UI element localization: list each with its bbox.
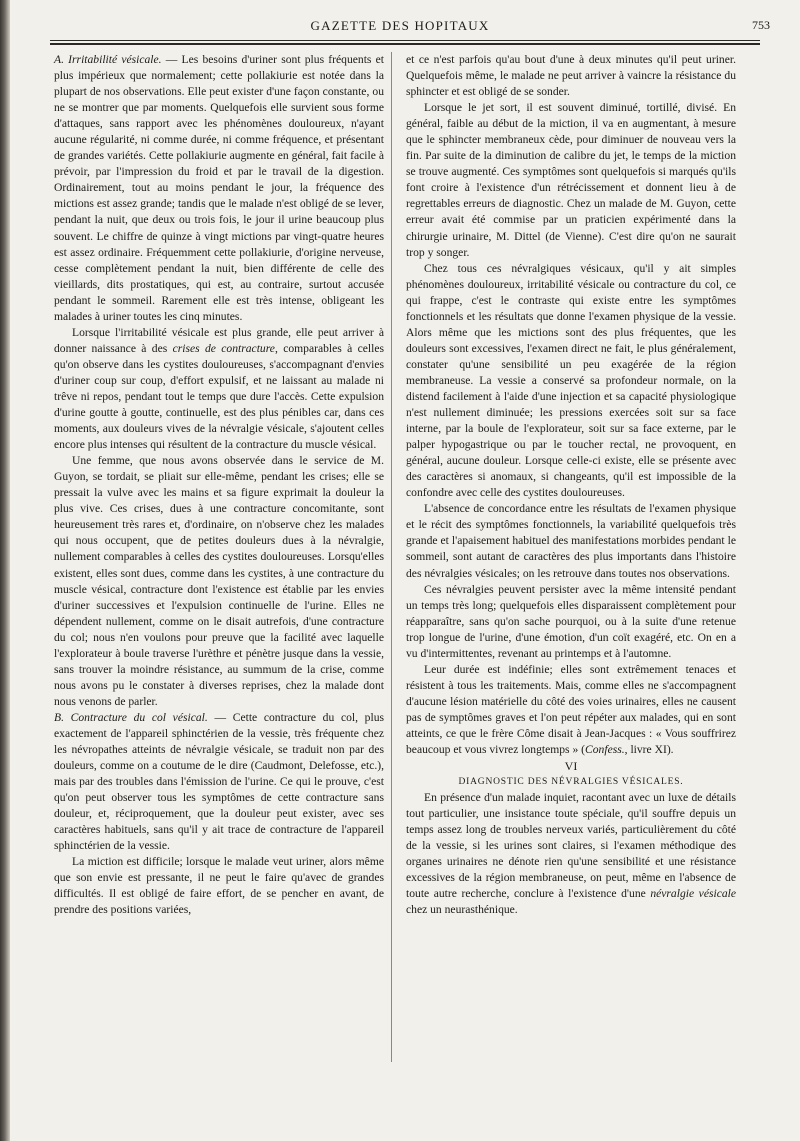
section-number: VI — [564, 759, 578, 774]
paragraph-duree — [406, 662, 736, 758]
paragraph-diagnostic — [406, 790, 736, 918]
section-title: DIAGNOSTIC DES NÉVRALGIES VÉSICALES. — [458, 777, 684, 788]
right-column — [406, 52, 736, 919]
left-column — [54, 52, 384, 919]
page-number: 753 — [752, 18, 770, 32]
paragraph-text: — Cette contracture du col, plus exactement de l'appareil sphinctérien de la vessie, très fréquente chez les névropathes atteints de névralgie vésicale, se traduit non par des douleurs, comme on a coutume de le dire (Caudmont, Delefosse, etc.), mais par des troubles dans l'émission de l'urine. Ce qui le prouve, c'est qu'on peut observer tous les symptômes de cette contracture sans douleur, et, réciproquement, que la douleur peut exister, avec ses caractères habituels, sans qu'il y ait trace de contracture de l'appareil sphinctérien de la vessie. — [54, 710, 385, 853]
paragraph-contraste: Chez tous ces névralgiques vésicaux, qu'il y ait simples phénomènes douloureux, irritabilité vésicale ou contracture du col, ce qui frappe, c'est le contraste qui existe entre les symptômes fonctionnels et les résultats que donne l'examen physique de la vessie. Alors même que les mictions sont des plus fréquentes, que les douleurs sont excessives, l'examen direct ne fait, le plus généralement, constater qu'une sensibilité un peu exagérée de la région membraneuse. La vessie a conservé sa profondeur normale, on la distend facilement à l'aide d'une injection et sa capacité physiologique n'est nullement diminuée; les pressions exercées soit sur sa face interne, par la boule de l'explorateur, soit sur sa face externe, par le palper hypogastrique ou par le toucher rectal, ne provoquent, en général, aucune douleur. Lorsque celle-ci existe, elle se présente avec des caractères si anomaux, si changeants, qu'il est impossible de la confondre avec celle des cystites douloureuses. — [406, 261, 736, 500]
paragraph-text: , livre XI). — [624, 743, 674, 757]
emphasis-crises-de-contracture: crises de contracture — [172, 341, 275, 355]
paragraph-text: , comparables à celles qu'on observe dans les cystites douloureuses, s'accompagnant d'envies d'uriner coup sur coup, d'effort expulsif, et ne laissant au malade ni trêve ni repos, pendant tout le temps que dure l'accès. Cette expulsion d'urine goutte à goutte, continuelle, est des plus pénibles car, dans ces moments, aux douleurs vives de la névralgie vésicale, s'ajoutent celles encore plus intenses qui résultent de la contracture du muscle vésical. — [54, 341, 385, 452]
paragraph-crises — [54, 325, 384, 453]
running-header — [30, 16, 770, 38]
column-divider — [391, 52, 392, 1062]
subsection-label-a: A. Irritabilité vésicale. — [54, 53, 162, 66]
subsection-label-b: B. Contracture du col vésical. — [54, 710, 208, 724]
header-rule-thin — [50, 40, 760, 41]
paragraph-jet: Lorsque le jet sort, il est souvent diminué, tortillé, divisé. En général, faible au début de la miction, il va en augmentant, à mesure que le sphincter membraneux cède, pour diminuer de nouveau vers la fin. Par suite de la diminution de calibre du jet, le temps de la miction se trouve augmenté. Ces symptômes sont quelquefois si marqués qu'ils font croire à l'existence d'un rétrécissement et donnent lieu à de regrettables erreurs de diagnostic. Chez un malade de M. Guyon, cette erreur avait été commise par un praticien expérimenté dans la chirurgie urinaire, M. Dittel (de Vienne). C'est dire qu'on ne saurait trop y songer. — [406, 101, 736, 259]
paragraph-text: En présence d'un malade inquiet, racontant avec un luxe de détails tout particulier, une insistance toute spéciale, qu'il souffre depuis un temps assez long de troubles nerveux variés, particulièrement du côté de la vessie, si les urines sont claires, si l'examen méthodique des organes urinaires ne dénote rien qu'une sensibilité et une résistance excessives de la région membraneuse, on peut, même en l'absence de toute autre recherche, conclure à l'existence d'une — [406, 791, 736, 901]
paragraph-text: chez un neurasthénique. — [406, 903, 518, 917]
emphasis-confess: Confess. — [585, 743, 625, 757]
paragraph-contracture-col — [54, 710, 384, 854]
paragraph-text: — Les besoins d'uriner sont plus fréquents et plus impérieux que normalement; cette pollakiurie est notée dans la plupart de nos observations. Elle peut exister d'une façon constante, ou ne se montrer que par moments. Quelquefois elle survient sous forme d'attaques, sans rapport avec les phénomènes douloureux, n'ayant aucune régularité, ni comme durée, ni comme fréquence, et présentant de grandes variétés. Cette pollakiurie augmente en général, fait facile à prévoir, par l'impression du froid et par le travail de la digestion. Ordinairement, tout au moins pendant le jour, la fréquence des mictions est assez grande; tandis que le malade n'est obligé de se lever, pendant la nuit, que deux ou trois fois, le jour il urine beaucoup plus souvent. Le chiffre de quinze à vingt mictions par vingt-quatre heures est assez ordinaire. Fréquemment cette pollakiurie, d'origine nerveuse, cesse complètement pendant la nuit, bien différente de celle des vieillards, dits prostatiques, qui est, au contraire, surtout accusée pendant le sommeil. Rarement elle est très intense, obligeant les malades à uriner toutes les cinq minutes. — [54, 53, 384, 323]
journal-title: GAZETTE DES HOPITAUX — [310, 18, 490, 33]
paragraph-irritabilite — [54, 52, 384, 325]
paragraph-miction-difficile: La miction est difficile; lorsque le malade veut uriner, alors même que son envie est pressante, il ne peut le faire qu'avec de grandes difficultés. Il est obligé de faire effort, de se pencher en avant, de prendre des positions variées, — [54, 855, 384, 917]
emphasis-nevralgie-vesicale: névralgie vésicale — [650, 887, 737, 901]
paragraph-text: Leur durée est indéfinie; elles sont extrêmement tenaces et résistent à tous les traitements. Mais, comme elles ne s'accompagnent d'aucune lésion matérielle du côté des voies urinaires, elles ne causent pas de symptômes graves et l'on peut répéter aux malades, qui en sont atteints, ce que le frère Côme disait à Jean-Jacques : « Vous souffrirez beaucoup et vous vivrez longtemps » ( — [406, 662, 736, 757]
paragraph-persistance: Ces névralgies peuvent persister avec la même intensité pendant un temps très long; quelquefois elles disparaissent complètement pour réapparaître, sans qu'on sache pourquoi, ou à la suite d'une retenue trop longue de l'urine, d'une émotion, d'un coït exagéré, etc. On en a vu d'intermittentes, revenant au printemps et à l'automne. — [406, 582, 736, 660]
paragraph-absence-concordance: L'absence de concordance entre les résultats de l'examen physique et le récit des symptômes fonctionnels, la variabilité quelquefois très grande et l'apaisement habituel des manifestations morbides pendant le sommeil, sont autant de caractères des plus importants dans l'histoire des névralgies vésicales; on les retrouve dans toutes nos observations. — [406, 502, 736, 580]
header-rule-thick — [50, 43, 760, 45]
paragraph-text: Lorsque l'irritabilité vésicale est plus grande, elle peut arriver à donner naissance à des — [54, 325, 384, 355]
paragraph-continuation: et ce n'est parfois qu'au bout d'une à deux minutes qu'il peut uriner. Quelquefois même, le malade ne peut arriver à vaincre la résistance du sphincter et est obligé de se sonder. — [406, 53, 736, 99]
page-binding-edge — [0, 0, 10, 1141]
paragraph-case-femme: Une femme, que nous avons observée dans le service de M. Guyon, se tordait, se pliait sur elle-même, pendant les crises; elle se pressait la vulve avec les mains et sa figure exprimait la douleur la plus vive. Ces crises, dues à une contracture concomitante, sont heureusement très rares et, d'ordinaire, on n'observe chez les malades qui nous occupent, que de petites douleurs dues à la névralgie, nullement comparables à celles des cystites douloureuses. Lorsqu'elles existent, elles sont dues, comme dans les cystites, à une contracture du muscle vésical, contracture dont l'existence est établie par les envies d'uriner successives et l'expulsion continuelle de l'urine. Elles ne dépendent nullement, comme on le disait autrefois, d'une contracture du col; nous n'en voulons pour preuve que la facilité avec laquelle l'explorateur à boule traverse l'urèthre et pénètre jusque dans la vessie, sans trouver la moindre résistance, au summum de la crise, comme nous avons pu le constater à diverses reprises, chez la malade dont nous venons de parler. — [54, 454, 384, 708]
